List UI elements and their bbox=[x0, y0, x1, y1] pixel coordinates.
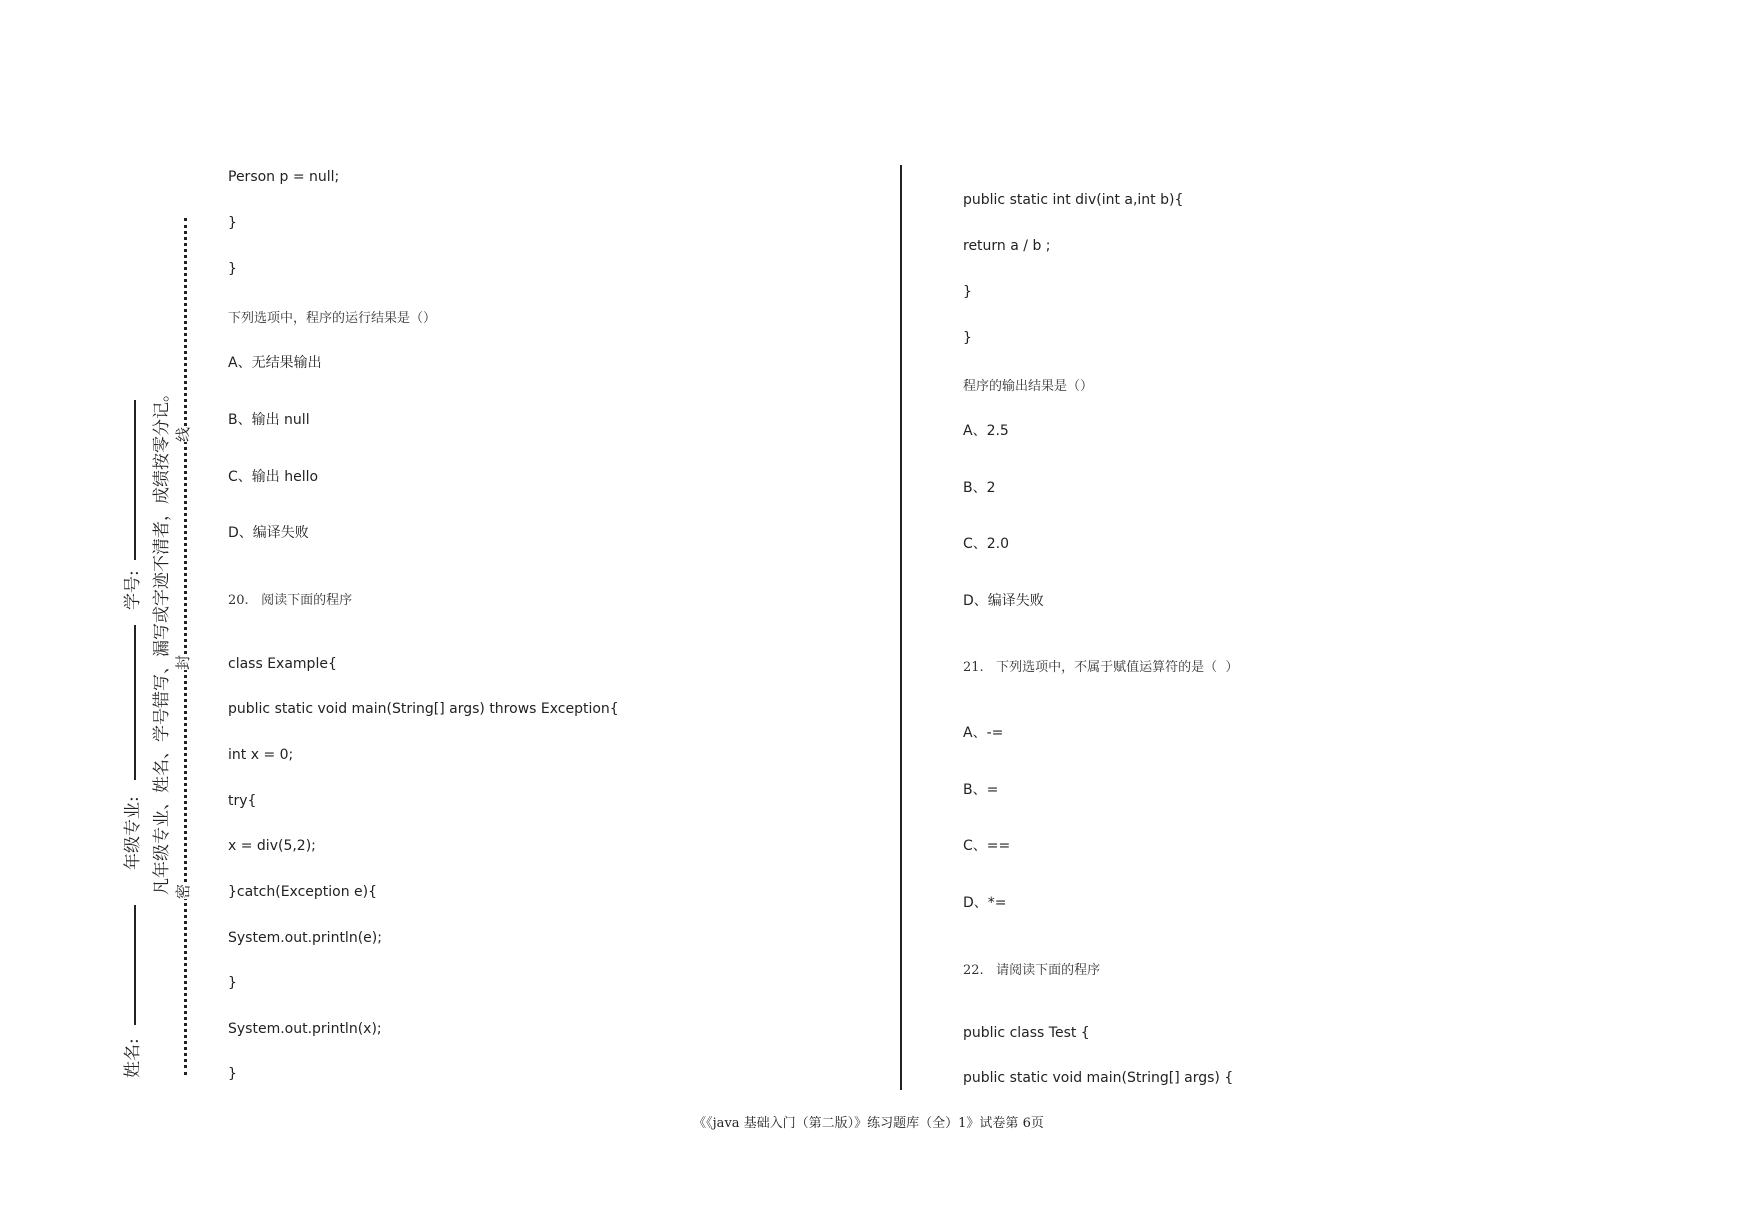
option-c: C、输出 hello bbox=[228, 469, 319, 485]
option-b: B、= bbox=[963, 782, 999, 798]
seal-dotted-line bbox=[184, 218, 187, 1075]
code-line: }catch(Exception e){ bbox=[228, 884, 378, 900]
code-line: public static void main(String[] args) throws Exception{ bbox=[228, 701, 619, 717]
seal-char-secret: 密 bbox=[174, 883, 193, 900]
code-line: } bbox=[228, 975, 237, 991]
question-heading: 20. 阅读下面的程序 bbox=[228, 593, 353, 608]
grade-underline bbox=[134, 625, 136, 780]
code-line: System.out.println(x); bbox=[228, 1021, 382, 1037]
text-line: } bbox=[228, 215, 237, 231]
question-heading: 22. 请阅读下面的程序 bbox=[963, 963, 1101, 978]
grade-label: 年级专业: bbox=[123, 796, 143, 870]
code-line: try{ bbox=[228, 793, 257, 809]
code-line: public static int div(int a,int b){ bbox=[963, 192, 1184, 208]
option-a: A、无结果输出 bbox=[228, 355, 322, 371]
name-underline bbox=[134, 905, 136, 1025]
id-underline bbox=[134, 400, 136, 560]
name-label: 姓名: bbox=[123, 1038, 143, 1078]
page-footer: 《《java 基础入门（第二版）》练习题库（全）1》试卷第 6页 bbox=[693, 1116, 1044, 1131]
code-line: System.out.println(e); bbox=[228, 930, 382, 946]
code-line: } bbox=[228, 1066, 237, 1082]
code-line: public static void main(String[] args) { bbox=[963, 1070, 1234, 1086]
seal-char-seal: 封 bbox=[174, 654, 193, 671]
option-d: D、编译失败 bbox=[963, 593, 1044, 609]
seal-char-line: 线 bbox=[174, 426, 193, 443]
text-line: } bbox=[228, 261, 237, 277]
code-line: public class Test { bbox=[963, 1025, 1090, 1041]
option-d: D、编译失败 bbox=[228, 525, 309, 541]
question-stem: 下列选项中，程序的运行结果是（） bbox=[228, 311, 437, 326]
code-line: x = div(5,2); bbox=[228, 838, 316, 854]
option-a: A、-= bbox=[963, 725, 1004, 741]
question-heading: 21. 下列选项中，不属于赋值运算符的是（ ） bbox=[963, 660, 1239, 675]
id-label: 学号: bbox=[123, 570, 143, 610]
option-c: C、== bbox=[963, 838, 1011, 854]
question-stem: 程序的输出结果是（） bbox=[963, 379, 1094, 394]
code-line: class Example{ bbox=[228, 656, 337, 672]
text-line: Person p = null; bbox=[228, 169, 340, 185]
code-line: int x = 0; bbox=[228, 747, 294, 763]
option-a: A、2.5 bbox=[963, 423, 1009, 439]
binding-notice: 凡年级专业、姓名、学号错写、漏写或字迹不清者，成绩按零分记。 bbox=[152, 385, 172, 895]
option-d: D、*= bbox=[963, 895, 1007, 911]
option-c: C、2.0 bbox=[963, 536, 1010, 552]
option-b: B、2 bbox=[963, 480, 996, 496]
code-line: } bbox=[963, 284, 972, 300]
column-divider bbox=[900, 165, 902, 1090]
code-line: return a / b ; bbox=[963, 238, 1051, 254]
code-line: } bbox=[963, 330, 972, 346]
option-b: B、输出 null bbox=[228, 412, 310, 428]
